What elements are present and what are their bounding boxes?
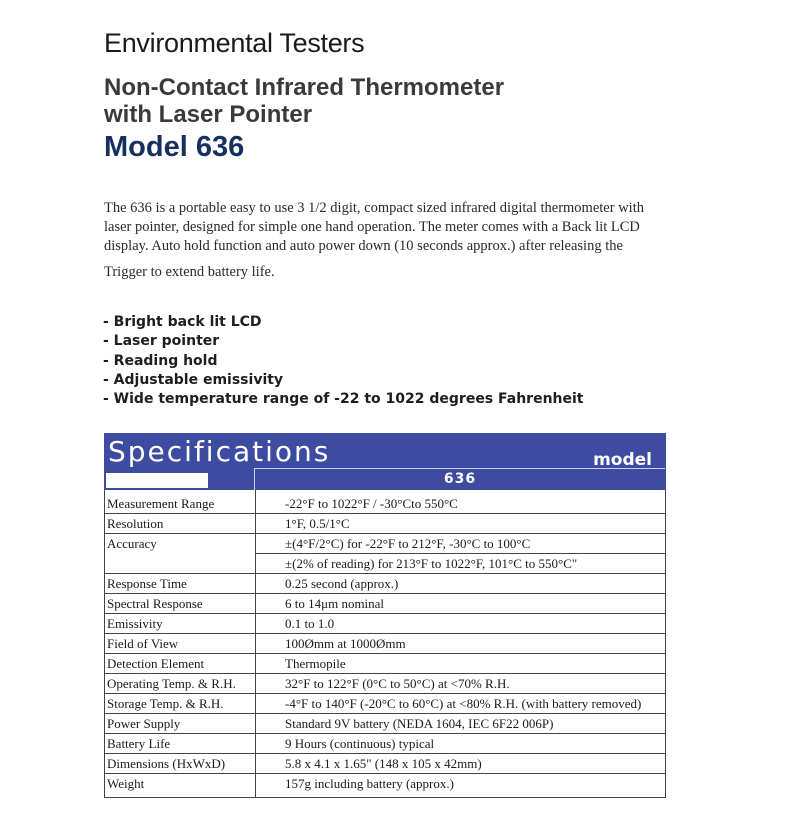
spec-label: Measurement Range [107,496,215,511]
spec-row [105,574,665,594]
description-line: display. Auto hold function and auto power down (10 seconds approx.) after releasing the [104,238,623,254]
specifications-title: Specifications [108,435,331,468]
spec-label: Battery Life [107,736,171,751]
spec-value: 9 Hours (continuous) typical [285,736,435,751]
feature-item: - Adjustable emissivity [103,371,284,388]
description-line: laser pointer, designed for simple one hand operation. The meter comes with a Back lit LCD [104,219,640,235]
spec-value: 0.25 second (approx.) [285,576,399,591]
feature-list [103,313,584,409]
spec-row [105,654,665,674]
spec-label: Spectral Response [107,596,203,611]
spec-value: 5.8 x 4.1 x 1.65" (148 x 105 x 42mm) [285,756,482,771]
description-line: The 636 is a portable easy to use 3 1/2 digit, compact sized infrared digital thermometer with [104,200,644,216]
model-number-header: 636 [254,468,665,490]
spec-row [105,594,665,614]
product-title [104,74,504,128]
spec-label: Emissivity [107,616,163,631]
spec-row [105,514,665,534]
model-title: Model 636 [104,131,245,163]
spec-value: Thermopile [285,656,346,671]
spec-value: 100Ømm at 1000Ømm [285,636,406,651]
header-blank-cell [106,473,208,488]
product-title-line-2: with Laser Pointer [104,101,313,128]
spec-label: Power Supply [107,716,181,731]
spec-label: Resolution [107,516,164,531]
spec-value: ±(2% of reading) for 213°F to 1022°F, 101°C to 550°C" [285,556,578,571]
feature-item: - Laser pointer [103,333,220,350]
spec-label: Detection Element [107,656,205,671]
spec-row [105,734,665,754]
spec-value: 157g including battery (approx.) [285,776,454,791]
spec-value: Standard 9V battery (NEDA 1604, IEC 6F22 006P) [285,716,554,731]
spec-row [105,634,665,654]
spec-value: 1°F, 0.5/1°C [285,516,350,531]
spec-row [105,494,665,514]
spec-label: Accuracy [107,536,157,551]
spec-label: Weight [107,776,145,791]
specifications-table [104,433,666,798]
model-column-label: model [593,450,652,470]
spec-label: Dimensions (HxWxD) [107,756,226,771]
spec-label: Storage Temp. & R.H. [107,696,224,711]
spec-row [105,674,665,694]
spec-value: ±(4°F/2°C) for -22°F to 212°F, -30°C to 100°C [285,536,531,551]
spec-row [105,694,665,714]
spec-value: 0.1 to 1.0 [285,616,335,631]
spec-label: Operating Temp. & R.H. [107,676,236,691]
spec-row [105,774,665,794]
spec-row [105,614,665,634]
spec-row [105,754,665,774]
specifications-header [104,433,666,490]
spec-row [105,534,665,554]
category-heading: Environmental Testers [104,28,365,58]
product-description [104,199,684,282]
spec-value: -22°F to 1022°F / -30°Cto 550°C [285,496,458,511]
product-title-line-1: Non-Contact Infrared Thermometer [104,74,505,101]
spec-value: 32°F to 122°F (0°C to 50°C) at <70% R.H. [285,676,510,691]
spec-row [105,714,665,734]
spec-value: 6 to 14μm nominal [285,596,385,611]
spec-label: Field of View [107,636,179,651]
spec-row [105,554,665,574]
feature-item: - Bright back lit LCD [103,314,262,330]
spec-value: -4°F to 140°F (-20°C to 60°C) at <80% R.H. (with battery removed) [285,696,642,711]
feature-item: - Wide temperature range of -22 to 1022 degrees Fahrenheit [103,391,584,408]
description-line: Trigger to extend battery life. [104,264,275,280]
feature-item: - Reading hold [103,352,218,369]
spec-label: Response Time [107,576,187,591]
